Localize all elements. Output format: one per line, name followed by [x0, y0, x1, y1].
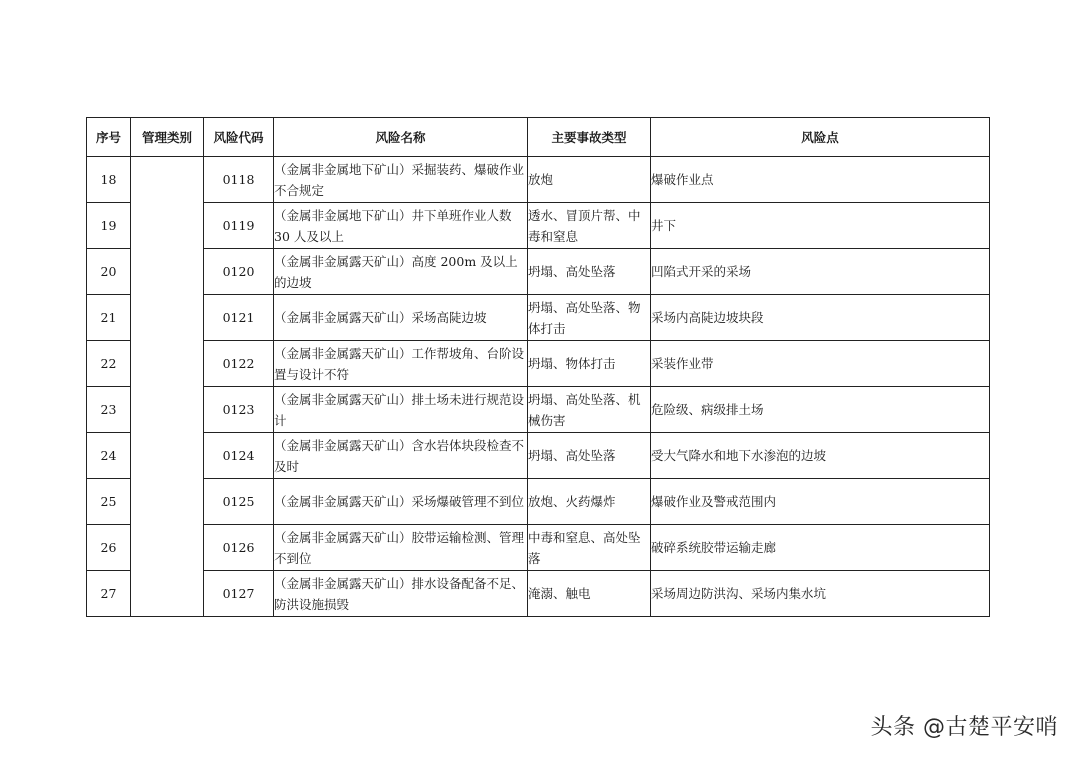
table-row	[87, 341, 990, 387]
row-risk-point: 采装作业带	[651, 341, 990, 387]
header-code: 风险代码	[204, 118, 274, 157]
row-code: 0127	[204, 571, 274, 617]
row-accident-type: 中毒和窒息、高处坠落	[528, 525, 651, 571]
row-risk-point: 凹陷式开采的采场	[651, 249, 990, 295]
row-accident-type: 放炮、火药爆炸	[528, 479, 651, 525]
row-risk-point: 采场内高陡边坡块段	[651, 295, 990, 341]
row-accident-type: 坍塌、高处坠落、机械伤害	[528, 387, 651, 433]
table-row	[87, 157, 990, 203]
row-code: 0125	[204, 479, 274, 525]
row-accident-type: 坍塌、物体打击	[528, 341, 651, 387]
row-risk-point: 受大气降水和地下水渗泡的边坡	[651, 433, 990, 479]
watermark: 头条 @古楚平安哨	[870, 715, 1058, 740]
row-risk-name: （金属非金属露天矿山）胶带运输检测、管理不到位	[274, 525, 528, 571]
row-no: 27	[87, 571, 131, 617]
table-row	[87, 295, 990, 341]
row-no: 26	[87, 525, 131, 571]
table-header-row	[87, 118, 990, 157]
header-category: 管理类别	[131, 118, 204, 157]
row-code: 0123	[204, 387, 274, 433]
table-row	[87, 203, 990, 249]
row-accident-type: 淹溺、触电	[528, 571, 651, 617]
table-row	[87, 479, 990, 525]
table-row	[87, 249, 990, 295]
row-accident-type: 透水、冒顶片帮、中毒和窒息	[528, 203, 651, 249]
row-no: 21	[87, 295, 131, 341]
row-accident-type: 坍塌、高处坠落	[528, 249, 651, 295]
row-risk-name: （金属非金属地下矿山）井下单班作业人数 30 人及以上	[274, 203, 528, 249]
header-no: 序号	[87, 118, 131, 157]
row-accident-type: 坍塌、高处坠落	[528, 433, 651, 479]
header-name: 风险名称	[274, 118, 528, 157]
row-risk-point: 危险级、病级排土场	[651, 387, 990, 433]
row-risk-name: （金属非金属露天矿山）工作帮坡角、台阶设置与设计不符	[274, 341, 528, 387]
row-no: 24	[87, 433, 131, 479]
table-row	[87, 433, 990, 479]
row-code: 0126	[204, 525, 274, 571]
row-risk-point: 井下	[651, 203, 990, 249]
table-row	[87, 571, 990, 617]
row-accident-type: 放炮	[528, 157, 651, 203]
row-no: 20	[87, 249, 131, 295]
row-code: 0119	[204, 203, 274, 249]
row-risk-name: （金属非金属露天矿山）采场高陡边坡	[274, 295, 528, 341]
row-code: 0122	[204, 341, 274, 387]
row-code: 0124	[204, 433, 274, 479]
row-risk-point: 采场周边防洪沟、采场内集水坑	[651, 571, 990, 617]
row-code: 0121	[204, 295, 274, 341]
risk-table	[86, 117, 990, 617]
row-risk-name: （金属非金属地下矿山）采掘装药、爆破作业不合规定	[274, 157, 528, 203]
row-risk-name: （金属非金属露天矿山）采场爆破管理不到位	[274, 479, 528, 525]
row-no: 25	[87, 479, 131, 525]
table-row	[87, 525, 990, 571]
row-risk-point: 爆破作业点	[651, 157, 990, 203]
row-risk-name: （金属非金属露天矿山）含水岩体块段检查不及时	[274, 433, 528, 479]
row-code: 0118	[204, 157, 274, 203]
row-risk-name: （金属非金属露天矿山）排土场未进行规范设计	[274, 387, 528, 433]
row-accident-type: 坍塌、高处坠落、物体打击	[528, 295, 651, 341]
row-code: 0120	[204, 249, 274, 295]
row-risk-name: （金属非金属露天矿山）高度 200m 及以上的边坡	[274, 249, 528, 295]
row-no: 18	[87, 157, 131, 203]
header-point: 风险点	[651, 118, 990, 157]
row-no: 19	[87, 203, 131, 249]
row-risk-name: （金属非金属露天矿山）排水设备配备不足、防洪设施损毁	[274, 571, 528, 617]
row-no: 23	[87, 387, 131, 433]
header-accident: 主要事故类型	[528, 118, 651, 157]
row-risk-point: 破碎系统胶带运输走廊	[651, 525, 990, 571]
table-row	[87, 387, 990, 433]
row-no: 22	[87, 341, 131, 387]
category-cell	[131, 157, 204, 617]
row-risk-point: 爆破作业及警戒范围内	[651, 479, 990, 525]
